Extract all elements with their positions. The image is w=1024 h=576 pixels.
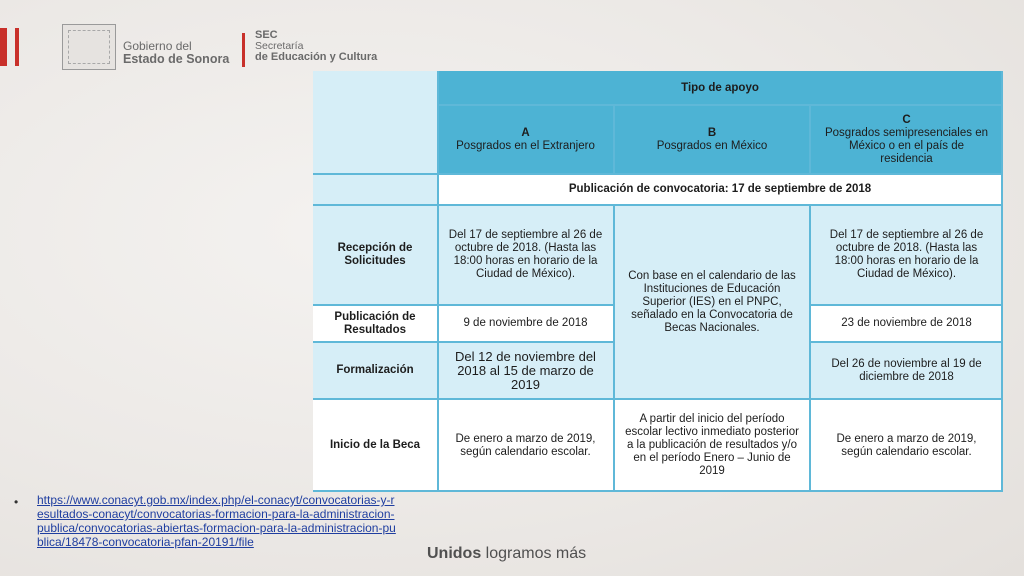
publicacion-convocatoria-cell bbox=[437, 174, 1003, 205]
sec-line-3: de Educación y Cultura bbox=[255, 51, 378, 63]
gov-line-1: Gobierno del bbox=[123, 39, 192, 53]
slogan-bold: Unidos bbox=[427, 545, 482, 562]
table-corner-cell bbox=[313, 71, 437, 174]
col-a-letter: A bbox=[521, 126, 530, 139]
row-inicio-label bbox=[313, 399, 437, 492]
formalizacion-a-cell bbox=[437, 342, 614, 399]
recepcion-c-text: Del 17 de septiembre al 26 de octubre de 2018. (Hasta las 18:00 horas en horario de la Ciudad de México). bbox=[829, 229, 984, 280]
sec-line-1: SEC bbox=[255, 29, 278, 41]
col-b-letter: B bbox=[707, 126, 717, 139]
col-b-header bbox=[614, 105, 810, 174]
col-b-merged-text: Con base en el calendario de las Instituciones de Educación Superior (IES) en el PNPC, señalado en la Convocatoria de Becas Nacionales. bbox=[628, 269, 796, 334]
inicio-label-text: Inicio de la Beca bbox=[329, 439, 421, 451]
inicio-b-cell bbox=[614, 399, 810, 492]
col-c-desc: Posgrados semipresenciales en México o en el país de residencia bbox=[824, 126, 988, 165]
row-formalizacion-label bbox=[313, 342, 437, 399]
conacyt-link[interactable]: https://www.conacyt.gob.mx/index.php/el-conacyt/convocatorias-y-resultados-conacyt/convocatorias-formacion-para-la-administracion-publica/convocatorias-abiertas-formacion-para-la-administracion-publica/18478-convocatoria-pfan-20191/file bbox=[37, 493, 396, 549]
tipo-apoyo-header bbox=[437, 71, 1003, 105]
grid-line bbox=[810, 341, 1003, 343]
row-resultados-label bbox=[313, 305, 437, 342]
grid-line bbox=[809, 105, 811, 174]
grid-line bbox=[313, 341, 614, 343]
inicio-a-text: De enero a marzo de 2019, según calendario escolar. bbox=[455, 432, 596, 458]
grid-line bbox=[313, 304, 614, 306]
recepcion-a-text: Del 17 de septiembre al 26 de octubre de 2018. (Hasta las 18:00 horas en horario de la Ciudad de México). bbox=[448, 229, 603, 280]
recepcion-label-text: Recepción de Solicitudes bbox=[337, 242, 413, 267]
resultados-c-text: 23 de noviembre de 2018 bbox=[841, 317, 972, 329]
grid-line bbox=[313, 490, 1003, 492]
inicio-b-text: A partir del inicio del período escolar lectivo inmediato posterior a la publicación de resultados y/o en el período Enero – Junio de 2019 bbox=[625, 413, 799, 477]
resultados-label-text: Publicación de Resultados bbox=[334, 310, 416, 336]
resultados-a-text: 9 de noviembre de 2018 bbox=[463, 317, 588, 329]
sec-line-2: Secretaría bbox=[255, 40, 304, 52]
col-b-desc: Posgrados en México bbox=[656, 139, 768, 152]
grid-line bbox=[313, 173, 1003, 175]
tipo-apoyo-label: Tipo de apoyo bbox=[681, 81, 759, 94]
inicio-a-cell bbox=[437, 399, 614, 492]
grid-line bbox=[437, 71, 439, 492]
grid-line bbox=[313, 204, 1003, 206]
sec-divider bbox=[242, 33, 245, 67]
col-a-header bbox=[437, 105, 614, 174]
support-types-table bbox=[313, 71, 1003, 492]
publicacion-convocatoria-text: Publicación de convocatoria: 17 de septiembre de 2018 bbox=[568, 183, 872, 195]
slogan bbox=[427, 545, 586, 563]
grid-line bbox=[1001, 71, 1003, 492]
formalizacion-c-cell bbox=[810, 342, 1003, 399]
resultados-a-cell bbox=[437, 305, 614, 342]
inicio-c-text: De enero a marzo de 2019, según calendario escolar. bbox=[836, 432, 977, 458]
row-recepcion-label bbox=[313, 205, 437, 305]
inicio-c-cell bbox=[810, 399, 1003, 492]
formalizacion-c-text: Del 26 de noviembre al 19 de diciembre de 2018 bbox=[831, 357, 982, 383]
col-b-merged-cell bbox=[614, 205, 810, 399]
col-c-header bbox=[810, 105, 1003, 174]
publicacion-left-cell bbox=[313, 174, 437, 205]
sonora-seal-logo bbox=[62, 24, 116, 70]
brand-bar-left bbox=[0, 28, 7, 66]
gov-line-2: Estado de Sonora bbox=[123, 52, 230, 66]
grid-line bbox=[313, 398, 1003, 400]
formalizacion-a-text: Del 12 de noviembre del 2018 al 15 de marzo de 2019 bbox=[455, 348, 596, 392]
brand-bar-right bbox=[15, 28, 19, 66]
recepcion-c-cell bbox=[810, 205, 1003, 305]
formalizacion-label-text: Formalización bbox=[336, 364, 414, 376]
grid-line bbox=[809, 205, 811, 492]
bullet-icon: • bbox=[14, 495, 19, 509]
slogan-rest: logramos más bbox=[485, 545, 587, 562]
grid-line bbox=[613, 205, 615, 492]
sec-logo-text bbox=[255, 30, 377, 63]
grid-line bbox=[437, 104, 1003, 106]
resultados-c-cell bbox=[810, 305, 1003, 342]
col-c-letter: C bbox=[902, 113, 911, 126]
grid-line bbox=[810, 304, 1003, 306]
government-logo-text bbox=[123, 40, 229, 66]
col-a-desc: Posgrados en el Extranjero bbox=[456, 139, 595, 152]
grid-line bbox=[613, 105, 615, 174]
recepcion-a-cell bbox=[437, 205, 614, 305]
